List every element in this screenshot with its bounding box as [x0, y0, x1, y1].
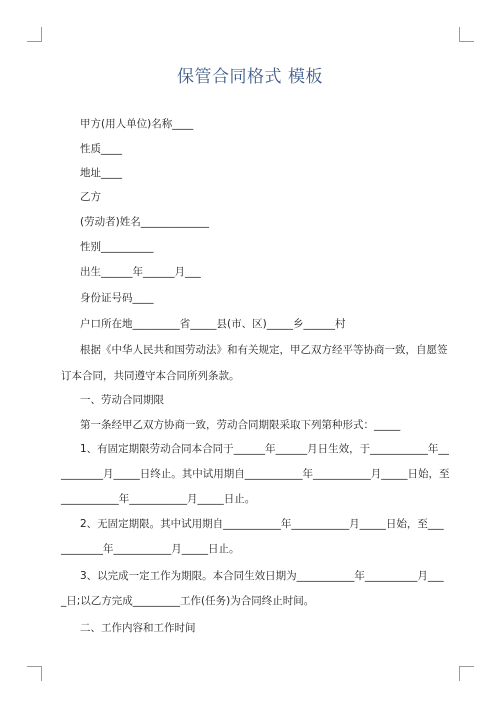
party-b-line: 乙方 — [80, 191, 101, 203]
party-a-name-line: 甲方(用人单位)名称____ — [80, 118, 194, 130]
page-corner-bottom-left — [27, 666, 42, 681]
gender-line: 性别__________ — [80, 241, 154, 253]
clause-2-line-2: ________年___________月_____日止。 — [61, 543, 240, 555]
party-a-nature-line: 性质____ — [80, 143, 122, 155]
clause-3-line-1: 3、以完成一定工作为期限。本合同生效日期为___________年__________月___ — [80, 570, 444, 582]
birth-line: 出生______年______月___ — [80, 266, 201, 278]
page-corner-bottom-right — [459, 666, 474, 681]
clause-3-line-2: _日;以乙方完成_________工作(任务)为合同终止时间。 — [61, 595, 315, 607]
page-corner-top-right — [459, 27, 474, 42]
id-number-line: 身份证号码____ — [80, 292, 154, 304]
worker-name-line: (劳动者)姓名_____________ — [80, 216, 209, 228]
clause-1-line-1: 1、有固定期限劳动合同本合同于______年______月日生效，于___________年__ — [80, 443, 449, 455]
clause-1-line-2: ________月_____日终止。其中试用期自___________年___________月_____日始，至 — [61, 468, 450, 480]
document-title: 保管合同格式 模板 — [177, 67, 323, 87]
party-a-address-line: 地址____ — [80, 167, 122, 179]
clause-1-line-3: ___________年___________月_____日止。 — [61, 493, 256, 505]
preamble-line-1: 根据《中华人民共和国劳动法》和有关规定，甲乙双方经平等协商一致，自愿签 — [80, 344, 448, 356]
article-1-line: 第一条经甲乙双方协商一致，劳动合同期限采取下列第种形式：_____ — [80, 419, 401, 431]
section-heading-work: 二、工作内容和工作时间 — [80, 622, 196, 634]
page-corner-top-left — [27, 27, 42, 42]
clause-2-line-1: 2、无固定期限。其中试用期自___________年___________月_____日始，至___ — [80, 518, 444, 530]
household-registration-line: 户口所在地_________省_____县(市、区)_____乡______村 — [80, 318, 346, 330]
preamble-line-2: 订本合同，共同遵守本合同所列条款。 — [61, 370, 240, 382]
section-heading-term: 一、劳动合同期限 — [80, 394, 164, 406]
